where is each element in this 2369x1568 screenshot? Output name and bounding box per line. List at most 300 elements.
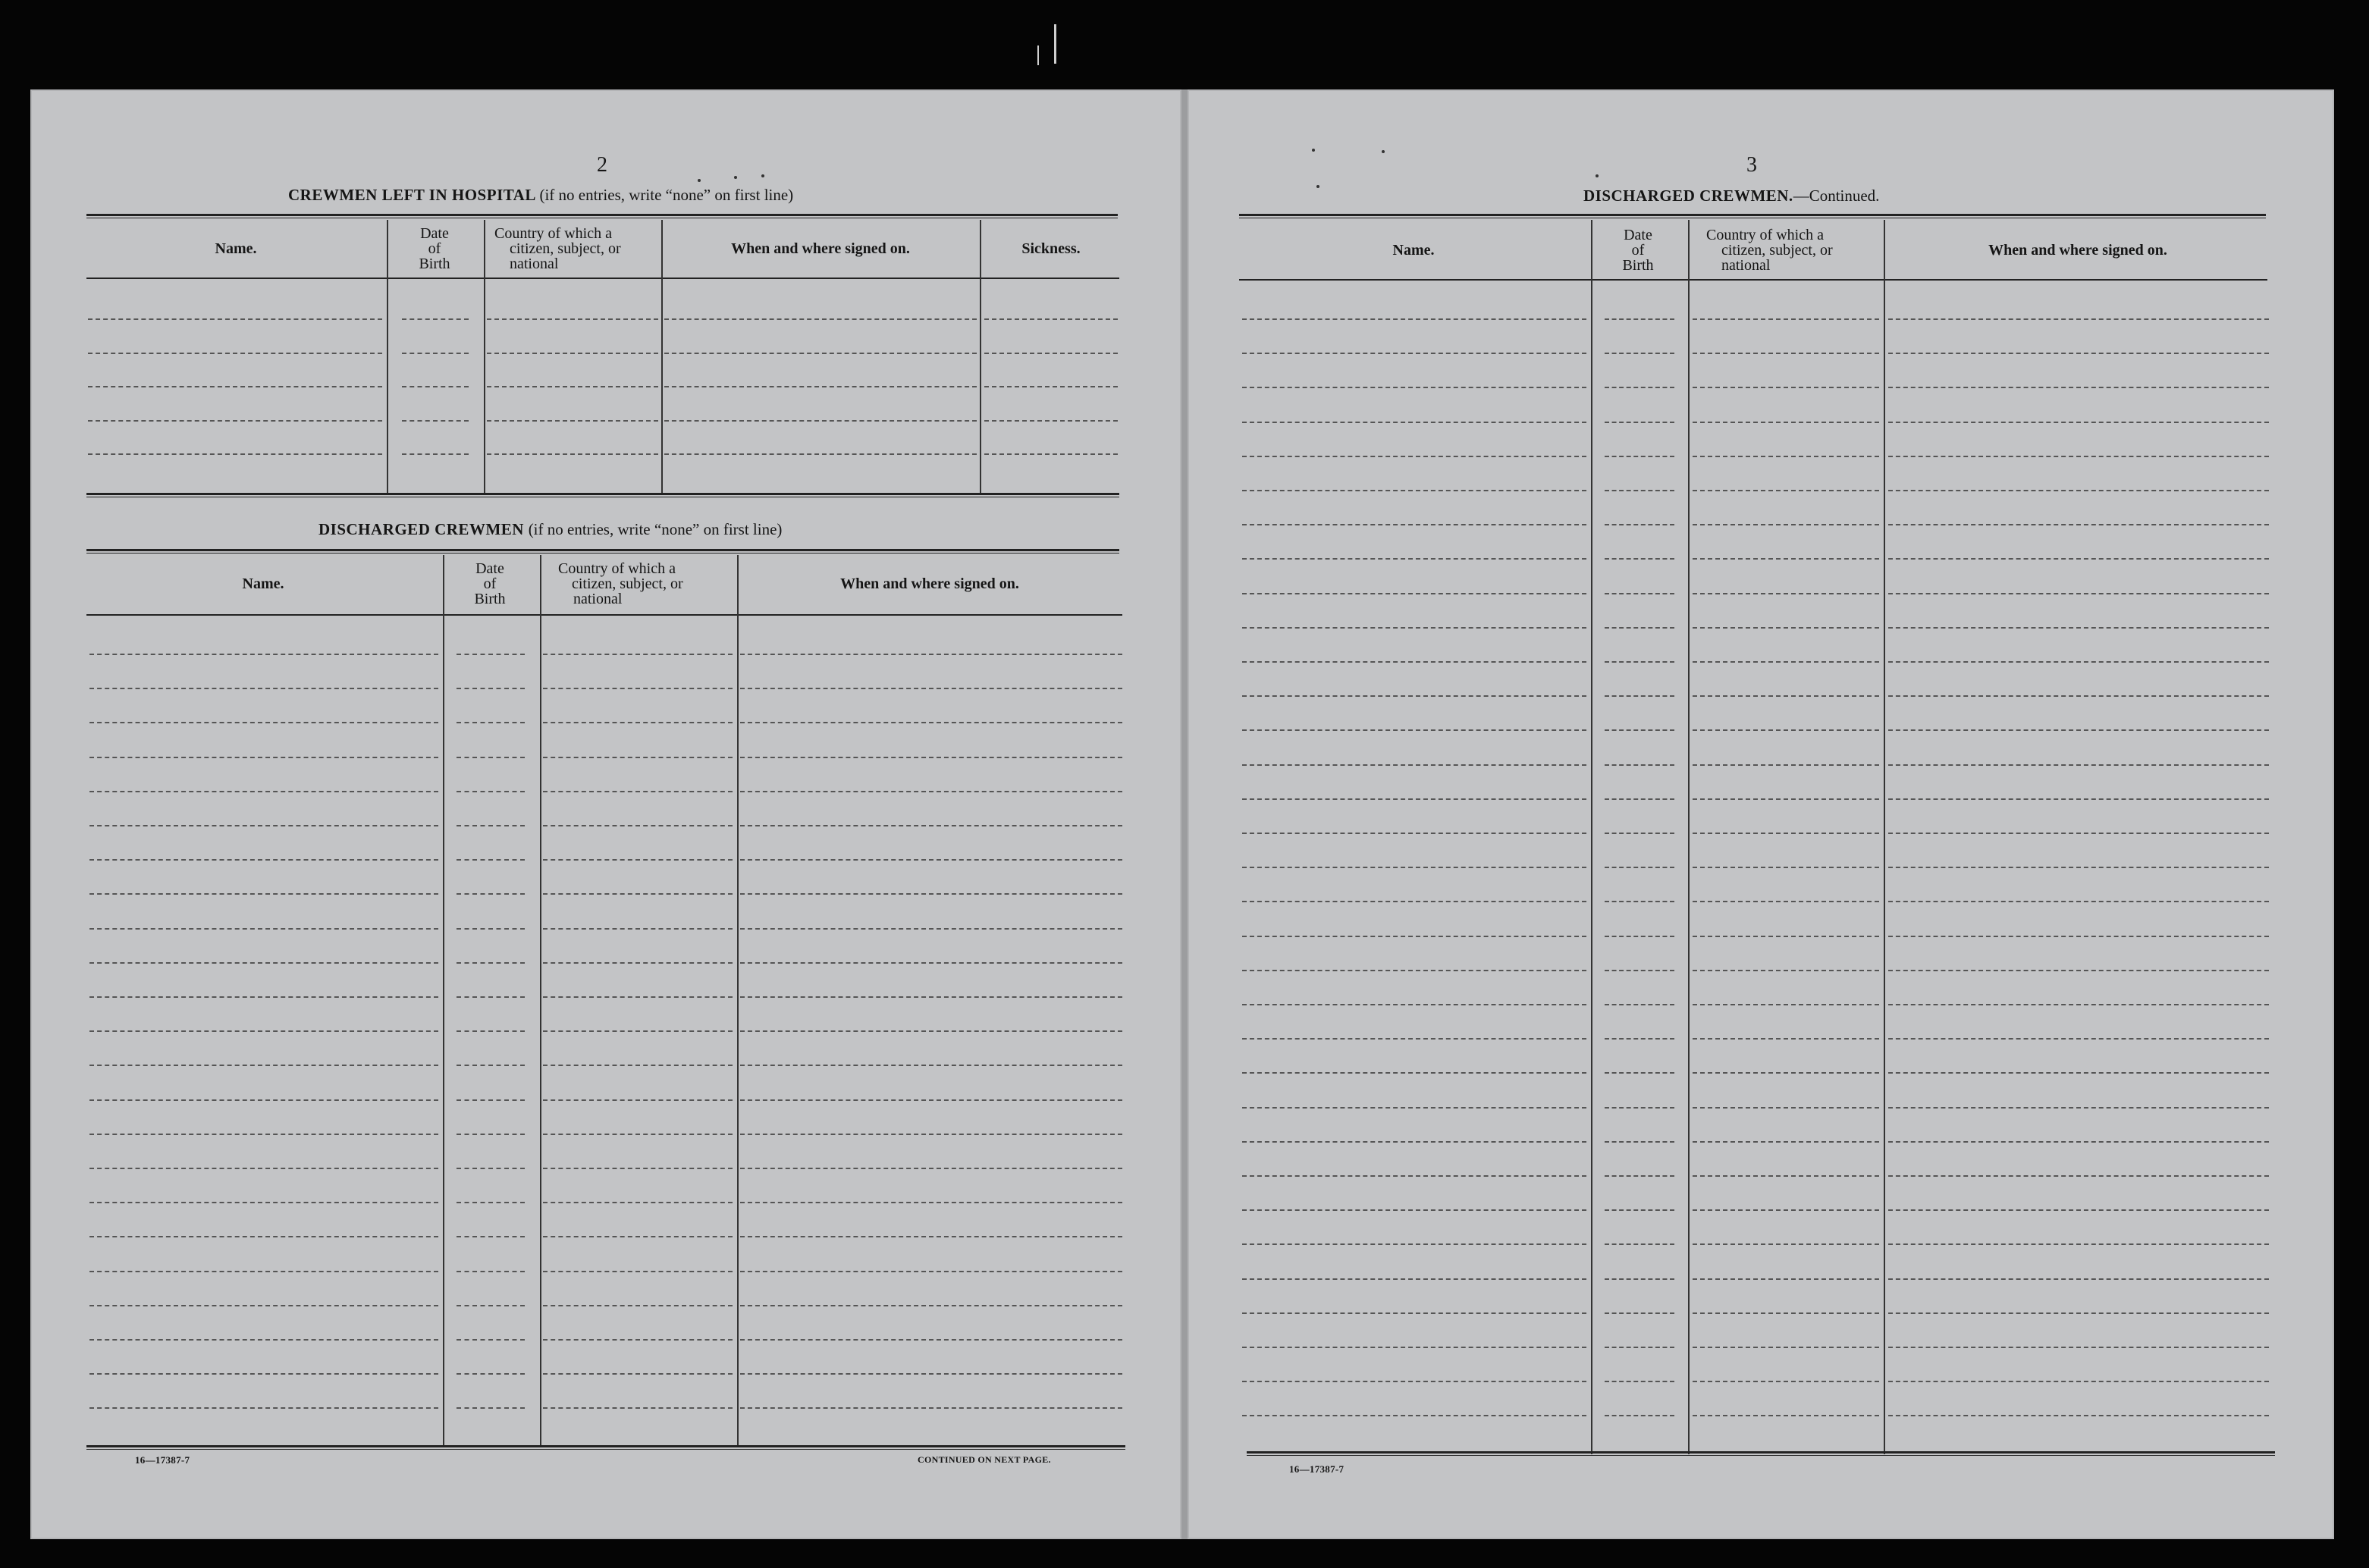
dob-line: Birth: [419, 256, 450, 272]
entry-line: [1605, 936, 1674, 937]
entry-line: [1242, 901, 1586, 902]
entry-line: [1242, 798, 1586, 800]
entry-line: [457, 859, 525, 861]
entry-line: [1693, 524, 1879, 525]
entry-line: [1888, 1278, 2269, 1280]
entry-line: [1693, 1209, 1879, 1211]
right-section-title: [1583, 187, 1879, 205]
entry-line: [457, 996, 525, 998]
entry-line: [487, 318, 658, 320]
entry-line: [89, 1134, 438, 1135]
entry-line: [457, 654, 525, 655]
entry-line: [1242, 867, 1586, 868]
discharged-col-divider: [443, 555, 444, 1447]
entry-line: [1888, 1141, 2269, 1143]
entry-line: [1888, 524, 2269, 525]
country-line: Country of which a: [558, 560, 676, 577]
entry-line: [1888, 1381, 2269, 1382]
entry-line: [984, 453, 1118, 455]
discharged-col-signed-on: When and where signed on.: [840, 575, 1019, 592]
entry-line: [1693, 867, 1879, 868]
entry-line: [1605, 456, 1674, 457]
entry-line: [1693, 490, 1879, 491]
entry-line: [457, 1168, 525, 1169]
hospital-col-sickness: Sickness.: [1021, 240, 1081, 257]
entry-line: [1605, 729, 1674, 731]
entry-line: [89, 1099, 438, 1101]
entry-line: [1242, 387, 1586, 388]
entry-line: [1693, 456, 1879, 457]
entry-line: [89, 1407, 438, 1409]
discharged-top-rule: [86, 549, 1119, 554]
right-top-rule: [1239, 214, 2266, 218]
entry-line: [1693, 1312, 1879, 1314]
entry-line: [487, 453, 658, 455]
entry-line: [740, 1099, 1122, 1101]
entry-line: [457, 928, 525, 930]
entry-line: [984, 386, 1118, 387]
discharged-col-dob: [447, 561, 532, 607]
speck: [698, 179, 701, 182]
hospital-title-text: CREWMEN LEFT IN HOSPITAL: [288, 186, 535, 204]
entry-line: [402, 318, 469, 320]
hospital-col-divider: [980, 220, 981, 494]
entry-line: [984, 353, 1118, 354]
entry-line: [457, 1202, 525, 1203]
entry-line: [1693, 833, 1879, 834]
entry-line: [89, 893, 438, 895]
discharged-col-country: [543, 561, 737, 607]
entry-line: [543, 1373, 733, 1375]
entry-line: [543, 859, 733, 861]
entry-line: [1888, 1415, 2269, 1416]
entry-line: [1693, 387, 1879, 388]
entry-line: [740, 996, 1122, 998]
dob-line: of: [483, 575, 497, 592]
entry-line: [457, 1305, 525, 1306]
entry-line: [1693, 1072, 1879, 1074]
entry-line: [1605, 422, 1674, 423]
entry-line: [457, 1339, 525, 1341]
entry-line: [89, 825, 438, 826]
entry-line: [89, 1065, 438, 1066]
entry-line: [1605, 490, 1674, 491]
dob-line: Date: [420, 225, 449, 242]
entry-line: [1605, 524, 1674, 525]
entry-line: [1693, 1347, 1879, 1348]
entry-line: [984, 318, 1118, 320]
entry-line: [1242, 593, 1586, 594]
entry-line: [1605, 1243, 1674, 1245]
entry-line: [543, 688, 733, 689]
right-title-text: DISCHARGED CREWMEN.: [1583, 187, 1793, 205]
entry-line: [89, 996, 438, 998]
entry-line: [89, 791, 438, 792]
dob-line: of: [1631, 242, 1645, 259]
entry-line: [1693, 422, 1879, 423]
entry-line: [740, 757, 1122, 758]
entry-line: [457, 1236, 525, 1237]
entry-line: [1242, 1243, 1586, 1245]
entry-line: [1242, 1004, 1586, 1005]
entry-line: [1242, 524, 1586, 525]
form-number-right: 16—17387-7: [1289, 1463, 1345, 1475]
right-col-signed-on: When and where signed on.: [1988, 242, 2167, 259]
entry-line: [457, 893, 525, 895]
discharged-instruction: (if no entries, write “none” on first line): [528, 520, 783, 538]
country-line: citizen, subject, or: [510, 240, 621, 257]
entry-line: [1242, 661, 1586, 663]
entry-line: [1693, 558, 1879, 560]
entry-line: [664, 318, 977, 320]
entry-line: [1888, 490, 2269, 491]
entry-line: [1693, 661, 1879, 663]
right-col-divider: [1591, 220, 1592, 1454]
entry-line: [1693, 1278, 1879, 1280]
hospital-bottom-rule: [86, 493, 1119, 497]
entry-line: [1242, 1141, 1586, 1143]
entry-line: [664, 420, 977, 422]
entry-line: [740, 928, 1122, 930]
entry-line: [1888, 764, 2269, 766]
entry-line: [89, 928, 438, 930]
entry-line: [89, 722, 438, 723]
entry-line: [457, 1134, 525, 1135]
entry-line: [1888, 695, 2269, 697]
entry-line: [1888, 558, 2269, 560]
discharged-col-name: Name.: [242, 575, 284, 592]
entry-line: [89, 654, 438, 655]
entry-line: [1693, 764, 1879, 766]
entry-line: [89, 1202, 438, 1203]
entry-line: [1693, 729, 1879, 731]
page-number-right: 3: [1746, 153, 1757, 177]
entry-line: [1888, 1038, 2269, 1040]
speck: [1316, 185, 1319, 188]
entry-line: [543, 654, 733, 655]
entry-line: [1605, 1347, 1674, 1348]
entry-line: [1605, 764, 1674, 766]
entry-line: [1605, 1209, 1674, 1211]
discharged-title-text: DISCHARGED CREWMEN: [318, 520, 524, 538]
entry-line: [457, 1030, 525, 1032]
entry-line: [1888, 729, 2269, 731]
entry-line: [543, 962, 733, 964]
discharged-col-divider: [737, 555, 739, 1447]
entry-line: [1888, 798, 2269, 800]
entry-line: [88, 420, 382, 422]
entry-line: [89, 1339, 438, 1341]
entry-line: [984, 420, 1118, 422]
entry-line: [1693, 318, 1879, 320]
entry-line: [1605, 1312, 1674, 1314]
entry-line: [457, 722, 525, 723]
entry-line: [740, 1134, 1122, 1135]
page-gutter: [1181, 89, 1188, 1539]
entry-line: [1242, 970, 1586, 971]
entry-line: [740, 893, 1122, 895]
entry-line: [1605, 901, 1674, 902]
entry-line: [1888, 1312, 2269, 1314]
entry-line: [1242, 695, 1586, 697]
entry-line: [1888, 1243, 2269, 1245]
entry-line: [740, 654, 1122, 655]
entry-line: [457, 962, 525, 964]
entry-line: [543, 1339, 733, 1341]
entry-line: [1242, 1312, 1586, 1314]
entry-line: [740, 791, 1122, 792]
entry-line: [740, 1407, 1122, 1409]
entry-line: [664, 453, 977, 455]
entry-line: [89, 688, 438, 689]
entry-line: [543, 1099, 733, 1101]
entry-line: [88, 386, 382, 387]
entry-line: [1888, 936, 2269, 937]
entry-line: [1888, 353, 2269, 354]
entry-line: [1605, 1141, 1674, 1143]
entry-line: [543, 1236, 733, 1237]
entry-line: [89, 1271, 438, 1272]
entry-line: [402, 353, 469, 354]
entry-line: [1888, 387, 2269, 388]
entry-line: [1693, 1038, 1879, 1040]
entry-line: [89, 1168, 438, 1169]
entry-line: [1888, 833, 2269, 834]
entry-line: [543, 1271, 733, 1272]
entry-line: [1693, 970, 1879, 971]
entry-line: [1693, 1243, 1879, 1245]
entry-line: [1693, 936, 1879, 937]
entry-line: [664, 353, 977, 354]
entry-line: [89, 1030, 438, 1032]
right-title-suffix: —Continued.: [1793, 187, 1880, 205]
entry-line: [1693, 353, 1879, 354]
entry-line: [402, 386, 469, 387]
entry-line: [1242, 1038, 1586, 1040]
entry-line: [1242, 422, 1586, 423]
entry-line: [740, 1168, 1122, 1169]
entry-line: [1888, 901, 2269, 902]
entry-line: [740, 1065, 1122, 1066]
entry-line: [1693, 901, 1879, 902]
entry-line: [543, 893, 733, 895]
entry-line: [89, 1373, 438, 1375]
entry-line: [1888, 1347, 2269, 1348]
entry-line: [543, 722, 733, 723]
right-header-rule: [1239, 279, 2267, 281]
speck: [761, 174, 764, 177]
entry-line: [457, 1099, 525, 1101]
speck: [1596, 174, 1599, 177]
entry-line: [1605, 867, 1674, 868]
entry-line: [457, 1407, 525, 1409]
entry-line: [1242, 490, 1586, 491]
entry-line: [1605, 1004, 1674, 1005]
entry-line: [1242, 627, 1586, 629]
discharged-bottom-rule: [86, 1445, 1125, 1450]
speck: [1382, 150, 1385, 153]
entry-line: [487, 420, 658, 422]
dob-line: of: [428, 240, 441, 257]
dob-line: Date: [1624, 227, 1652, 243]
right-col-country: [1691, 227, 1882, 273]
entry-line: [1888, 627, 2269, 629]
entry-line: [1605, 661, 1674, 663]
entry-line: [457, 791, 525, 792]
entry-line: [1605, 1381, 1674, 1382]
entry-line: [1242, 764, 1586, 766]
entry-line: [1242, 1381, 1586, 1382]
entry-line: [89, 962, 438, 964]
entry-line: [1605, 593, 1674, 594]
entry-line: [1242, 353, 1586, 354]
entry-line: [1242, 729, 1586, 731]
entry-line: [89, 757, 438, 758]
right-col-name: Name.: [1392, 242, 1435, 259]
continued-note: CONTINUED ON NEXT PAGE.: [918, 1454, 1051, 1465]
hospital-col-country: [490, 226, 660, 271]
entry-line: [1242, 1107, 1586, 1109]
entry-line: [457, 1065, 525, 1066]
entry-line: [1242, 558, 1586, 560]
right-col-divider: [1884, 220, 1885, 1454]
hospital-col-divider: [387, 220, 388, 494]
right-col-dob: [1596, 227, 1680, 273]
entry-line: [1888, 1072, 2269, 1074]
entry-line: [1605, 695, 1674, 697]
entry-line: [1605, 1038, 1674, 1040]
entry-line: [457, 1271, 525, 1272]
right-page: [1188, 89, 2334, 1539]
entry-line: [1605, 318, 1674, 320]
entry-line: [543, 996, 733, 998]
left-page: [30, 89, 1181, 1539]
entry-line: [1605, 387, 1674, 388]
entry-line: [740, 962, 1122, 964]
entry-line: [1605, 833, 1674, 834]
entry-line: [1888, 867, 2269, 868]
entry-line: [1693, 1381, 1879, 1382]
entry-line: [1693, 627, 1879, 629]
entry-line: [1888, 970, 2269, 971]
entry-line: [1605, 1415, 1674, 1416]
entry-line: [1693, 1175, 1879, 1177]
entry-line: [543, 1168, 733, 1169]
entry-line: [1693, 695, 1879, 697]
dob-line: Birth: [474, 591, 506, 607]
hospital-col-divider: [661, 220, 663, 494]
country-line: citizen, subject, or: [572, 575, 683, 592]
entry-line: [89, 1305, 438, 1306]
entry-line: [740, 1373, 1122, 1375]
entry-line: [1888, 1175, 2269, 1177]
entry-line: [1242, 833, 1586, 834]
entry-line: [543, 1030, 733, 1032]
entry-line: [740, 1271, 1122, 1272]
entry-line: [543, 1134, 733, 1135]
entry-line: [1242, 1415, 1586, 1416]
entry-line: [1242, 318, 1586, 320]
entry-line: [1605, 558, 1674, 560]
entry-line: [1242, 1278, 1586, 1280]
country-line: Country of which a: [1706, 227, 1824, 243]
entry-line: [1242, 1175, 1586, 1177]
entry-line: [1693, 1141, 1879, 1143]
page-number-left: 2: [597, 153, 607, 177]
entry-line: [740, 859, 1122, 861]
entry-line: [740, 722, 1122, 723]
hospital-col-name: Name.: [215, 240, 257, 257]
country-line: Country of which a: [494, 225, 612, 242]
entry-line: [1693, 1107, 1879, 1109]
country-line: national: [573, 591, 623, 607]
entry-line: [664, 386, 977, 387]
entry-line: [1242, 1072, 1586, 1074]
discharged-col-divider: [540, 555, 541, 1447]
entry-line: [1242, 936, 1586, 937]
discharged-section-title: [318, 520, 782, 539]
country-line: national: [510, 256, 559, 272]
entry-line: [543, 825, 733, 826]
entry-line: [1242, 456, 1586, 457]
hospital-col-divider: [484, 220, 485, 494]
entry-line: [1605, 353, 1674, 354]
speck: [734, 176, 737, 179]
entry-line: [543, 1065, 733, 1066]
hospital-section-title: [288, 186, 793, 205]
entry-line: [740, 1030, 1122, 1032]
entry-line: [1605, 627, 1674, 629]
entry-line: [487, 353, 658, 354]
entry-line: [740, 825, 1122, 826]
country-line: citizen, subject, or: [1721, 242, 1833, 259]
right-bottom-rule: [1247, 1451, 2275, 1456]
entry-line: [740, 1339, 1122, 1341]
entry-line: [740, 1305, 1122, 1306]
hospital-instruction: (if no entries, write “none” on first line): [539, 186, 794, 204]
entry-line: [457, 688, 525, 689]
entry-line: [1605, 798, 1674, 800]
entry-line: [1605, 1278, 1674, 1280]
country-line: national: [1721, 257, 1771, 274]
discharged-header-rule: [86, 614, 1122, 616]
dob-line: Date: [475, 560, 504, 577]
entry-line: [1605, 1072, 1674, 1074]
entry-line: [1693, 1004, 1879, 1005]
entry-line: [1605, 1107, 1674, 1109]
entry-line: [543, 757, 733, 758]
entry-line: [1242, 1209, 1586, 1211]
entry-line: [1888, 661, 2269, 663]
entry-line: [1888, 593, 2269, 594]
entry-line: [1693, 1415, 1879, 1416]
entry-line: [402, 453, 469, 455]
entry-line: [88, 353, 382, 354]
entry-line: [457, 825, 525, 826]
hospital-header-rule: [86, 278, 1119, 279]
entry-line: [457, 1373, 525, 1375]
entry-line: [88, 318, 382, 320]
entry-line: [1888, 1107, 2269, 1109]
entry-line: [1242, 1347, 1586, 1348]
hospital-col-dob: [391, 226, 478, 271]
entry-line: [1888, 1209, 2269, 1211]
entry-line: [1605, 970, 1674, 971]
entry-line: [487, 386, 658, 387]
hospital-col-signed-on: When and where signed on.: [731, 240, 910, 257]
entry-line: [543, 791, 733, 792]
entry-line: [88, 453, 382, 455]
